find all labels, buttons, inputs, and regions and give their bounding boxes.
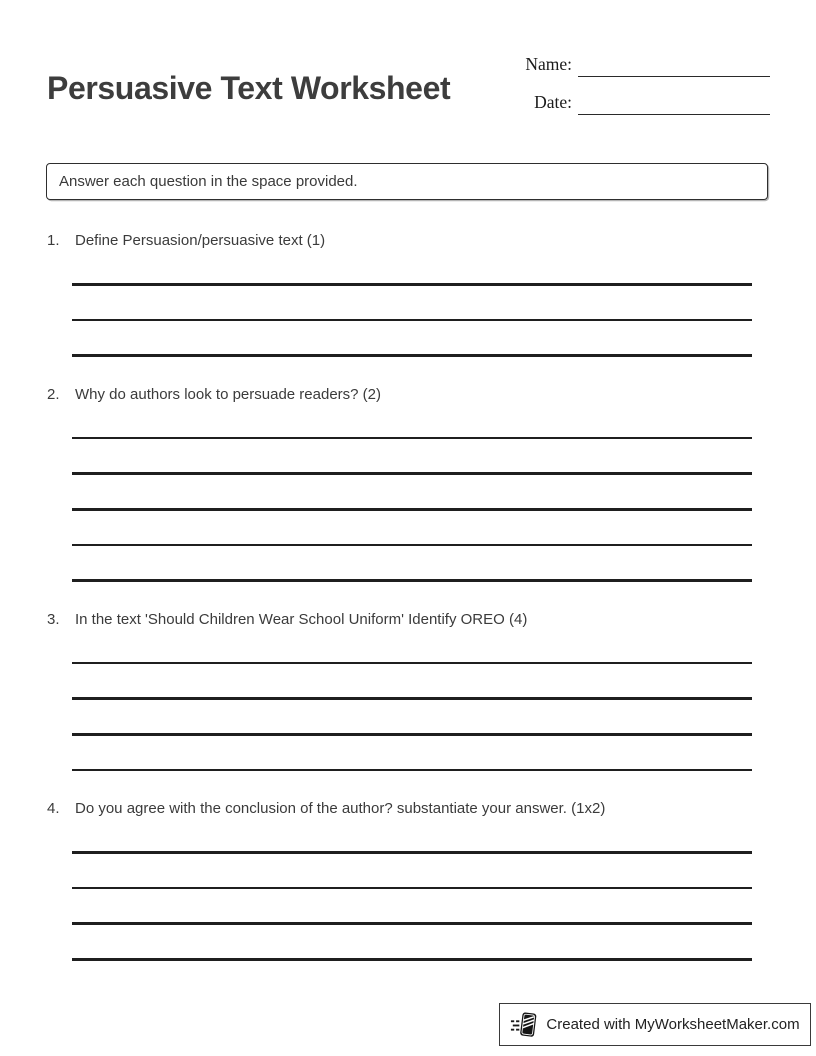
answer-line [72, 733, 752, 736]
answer-line [72, 508, 752, 511]
answer-line [72, 354, 752, 357]
answer-line [72, 887, 752, 890]
credit-badge [499, 1003, 811, 1046]
name-field-row [516, 51, 770, 77]
answer-line [72, 579, 752, 582]
answer-line [72, 437, 752, 440]
page-title: Persuasive Text Worksheet [47, 70, 451, 107]
question-item [47, 610, 753, 771]
credit-text: Created with MyWorksheetMaker.com [546, 1016, 800, 1033]
date-fill-in-line [578, 89, 770, 115]
question-number: 1. [47, 232, 60, 249]
instruction-box [46, 163, 768, 200]
questions-list [47, 231, 753, 989]
name-date-fields [516, 51, 770, 127]
question-number: 3. [47, 610, 60, 628]
name-label: Name: [525, 54, 572, 74]
name-fill-in-line [578, 51, 770, 77]
question-number: 4. [47, 800, 60, 818]
date-label: Date: [534, 92, 572, 112]
answer-line [72, 283, 752, 286]
question-row [47, 799, 753, 819]
answer-line [72, 544, 752, 547]
answer-line [72, 922, 752, 925]
question-text: Why do authors look to persuade readers? (2) [75, 385, 381, 403]
question-row [47, 385, 753, 405]
question-text: Define Persuasion/persuasive text (1) [75, 232, 326, 249]
answer-line [72, 472, 752, 475]
question-number: 2. [47, 385, 60, 403]
answer-line [72, 851, 752, 854]
question-item [47, 385, 753, 582]
question-item [47, 799, 753, 960]
date-field-row [516, 89, 770, 115]
answer-line [72, 319, 752, 322]
question-row [47, 610, 753, 630]
question-text: In the text 'Should Children Wear School Uniform' Identify OREO (4) [75, 610, 528, 628]
worksheet-maker-logo-icon [510, 1010, 538, 1040]
instruction-text: Answer each question in the space provided. [59, 173, 358, 190]
question-row [47, 231, 753, 251]
answer-line [72, 662, 752, 665]
question-item [47, 231, 753, 357]
answer-line [72, 697, 752, 700]
question-text: Do you agree with the conclusion of the author? substantiate your answer. (1x2) [75, 800, 606, 818]
answer-line [72, 769, 752, 772]
answer-line [72, 958, 752, 961]
